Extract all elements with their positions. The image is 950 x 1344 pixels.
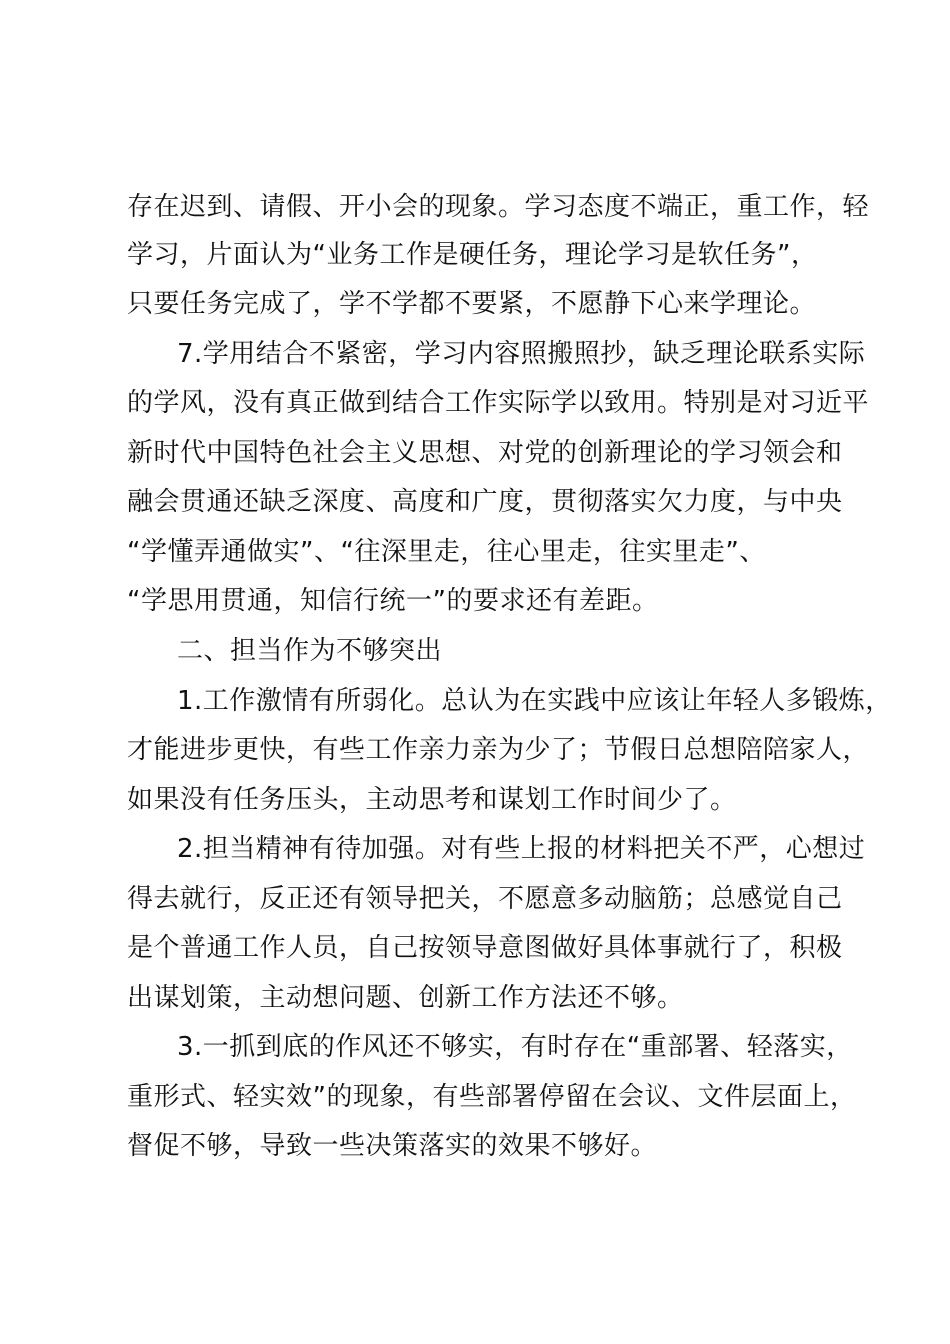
section-heading: 二、担当作为不够突出 xyxy=(177,636,443,666)
paragraph-2-start: 2.担当精神有待加强。对有些上报的材料把关不严，心想过 xyxy=(177,834,866,864)
text-line: 的学风，没有真正做到结合工作实际学以致用。特别是对习近平 xyxy=(127,388,870,418)
text-line: 新时代中国特色社会主义思想、对党的创新理论的学习领会和 xyxy=(127,438,843,468)
paragraph-3-start: 3.一抓到底的作风还不够实，有时存在“重部署、轻落实， xyxy=(177,1032,853,1062)
text-line: 学习，片面认为“业务工作是硬任务，理论学习是软任务”， xyxy=(127,240,818,270)
text-line: 出谋划策，主动想问题、创新工作方法还不够。 xyxy=(127,983,684,1013)
text-line: 得去就行，反正还有领导把关，不愿意多动脑筋；总感觉自己 xyxy=(127,884,843,914)
text-line: 融会贯通还缺乏深度、高度和广度，贯彻落实欠力度，与中央 xyxy=(127,487,843,517)
text-line: 如果没有任务压头，主动思考和谋划工作时间少了。 xyxy=(127,785,737,815)
paragraph-7-start: 7.学用结合不紧密，学习内容照搬照抄，缺乏理论联系实际 xyxy=(177,339,866,369)
paragraph-1-start: 1.工作激情有所弱化。总认为在实践中应该让年轻人多锻炼， xyxy=(177,686,892,716)
text-line: “学懂弄通做实”、“往深里走，往心里走，往实里走”、 xyxy=(127,537,766,567)
text-line: 存在迟到、请假、开小会的现象。学习态度不端正，重工作，轻 xyxy=(127,192,870,222)
text-line: 重形式、轻实效”的现象，有些部署停留在会议、文件层面上， xyxy=(127,1082,857,1112)
text-line: 是个普通工作人员，自己按领导意图做好具体事就行了，积极 xyxy=(127,933,843,963)
text-line: 只要任务完成了，学不学都不要紧，不愿静下心来学理论。 xyxy=(127,289,817,319)
text-line: 督促不够，导致一些决策落实的效果不够好。 xyxy=(127,1131,658,1161)
text-line: 才能进步更快，有些工作亲力亲为少了；节假日总想陪陪家人， xyxy=(127,735,870,765)
text-line: “学思用贯通，知信行统一”的要求还有差距。 xyxy=(127,586,659,616)
